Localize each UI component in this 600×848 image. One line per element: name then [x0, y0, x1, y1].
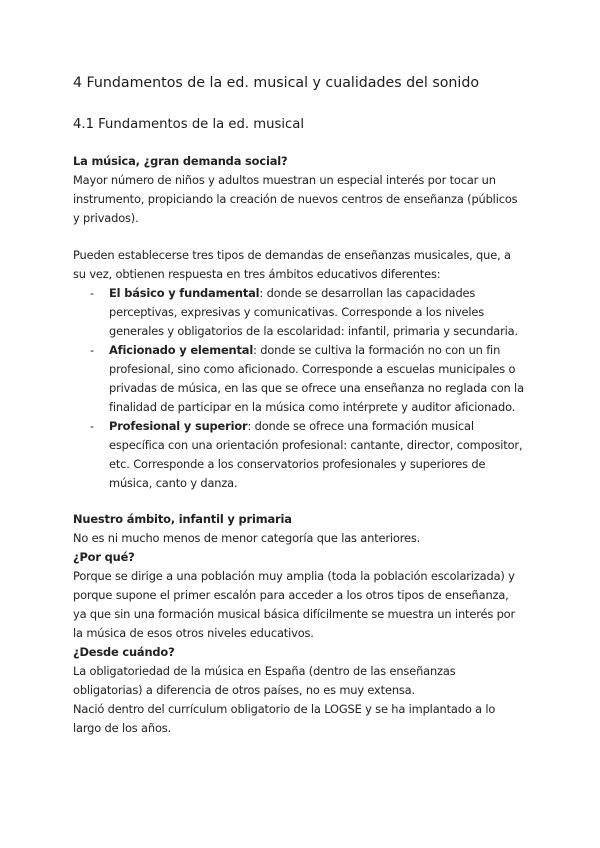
paragraph-line: obligatorias) a diferencia de otros países, no es muy extensa. [73, 683, 415, 697]
paragraph-line: ya que sin una formación musical básica difícilmente se muestra un interés por [73, 607, 516, 621]
paragraph-line: Porque se dirige a una población muy amplia (toda la población escolarizada) y [73, 569, 515, 583]
dash-bullet: - [90, 343, 94, 357]
section-demanda-social [73, 152, 533, 228]
section-heading: Nuestro ámbito, infantil y primaria [73, 512, 292, 526]
list-item-text: : donde se desarrollan las capacidades [259, 286, 476, 300]
list-item-line: música, canto y danza. [109, 476, 238, 490]
list-item-term: El básico y fundamental [109, 286, 260, 300]
list-item-term: Profesional y superior [109, 419, 248, 433]
spacer [73, 228, 533, 246]
list-item-line: privadas de música, en las que se ofrece una enseñanza no reglada con la [109, 381, 524, 395]
list-item [73, 341, 533, 417]
question-heading: ¿Desde cuándo? [73, 645, 175, 659]
question-heading: ¿Por qué? [73, 550, 135, 564]
paragraph-line: su vez, obtienen respuesta en tres ámbitos educativos diferentes: [73, 267, 441, 281]
dash-bullet: - [90, 419, 94, 433]
list-item-line: específica con una orientación profesional: cantante, director, compositor, [109, 438, 523, 452]
list-item-line: etc. Corresponde a los conservatorios profesionales y superiores de [109, 457, 486, 471]
paragraph-line: instrumento, propiciando la creación de nuevos centros de enseñanza (públicos [73, 192, 518, 206]
section-nuestro-ambito [73, 510, 533, 738]
list-item-text: : donde se cultiva la formación no con un fin [253, 343, 501, 357]
list-item-line: generales y obligatorios de la escolaridad: infantil, primaria y secundaria. [109, 324, 518, 338]
list-item [73, 417, 533, 493]
paragraph-line: Mayor número de niños y adultos muestran un especial interés por tocar un [73, 173, 496, 187]
list-item-line: profesional, sino como aficionado. Corresponde a escuelas municipales o [109, 362, 516, 376]
spacer [73, 493, 533, 510]
section-heading: La música, ¿gran demanda social? [73, 154, 288, 168]
paragraph-line: la música de esos otros niveles educativos. [73, 626, 314, 640]
list-item-line: finalidad de participar en la música como intérprete y auditor aficionado. [109, 400, 516, 414]
document-title: 4 Fundamentos de la ed. musical y cualidades del sonido [73, 75, 480, 91]
demand-types-list [73, 284, 533, 493]
paragraph-line: Nació dentro del currículum obligatorio de la LOGSE y se ha implantado a lo [73, 702, 496, 716]
list-item-term: Aficionado y elemental [109, 343, 254, 357]
list-item [73, 284, 533, 341]
dash-bullet: - [90, 286, 94, 300]
paragraph-line: La obligatoriedad de la música en España (dentro de las enseñanzas [73, 664, 456, 678]
paragraph-line: largo de los años. [73, 721, 172, 735]
section-subtitle: 4.1 Fundamentos de la ed. musical [73, 117, 305, 132]
document-body [73, 73, 533, 738]
list-item-text: : donde se ofrece una formación musical [247, 419, 474, 433]
paragraph-line: No es ni mucho menos de menor categoría que las anteriores. [73, 531, 421, 545]
list-item-line: perceptivas, expresivas y comunicativas. Corresponde a los niveles [109, 305, 485, 319]
section-tipos-demandas [73, 246, 533, 493]
paragraph-line: Pueden establecerse tres tipos de demandas de enseñanzas musicales, que, a [73, 248, 511, 262]
paragraph-line: porque supone el primer escalón para acceder a los otros tipos de enseñanza, [73, 588, 509, 602]
paragraph-line: y privados). [73, 211, 139, 225]
